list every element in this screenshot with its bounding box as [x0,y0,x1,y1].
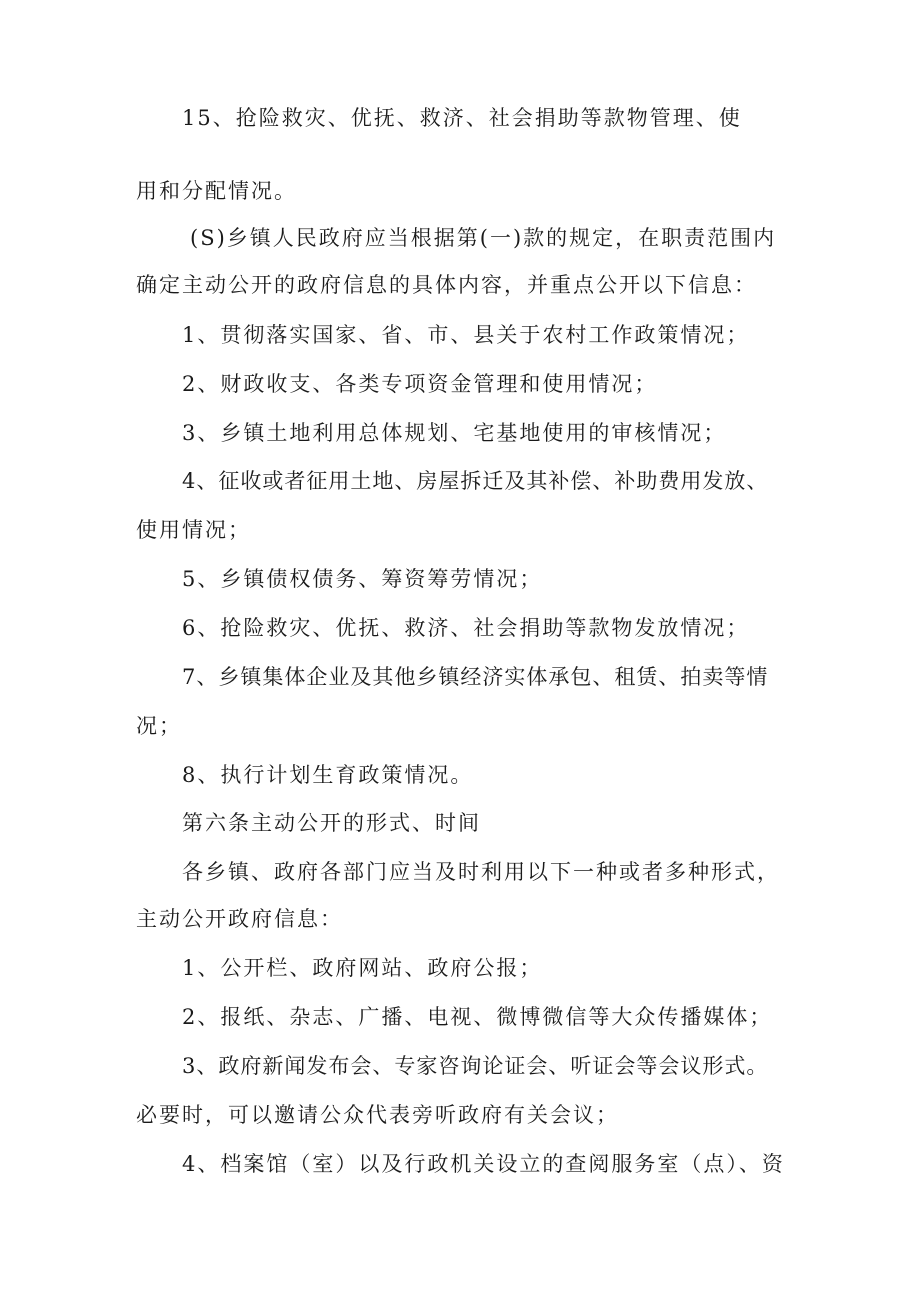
paragraph-line: 3、政府新闻发布会、专家咨询论证会、听证会等会议形式。 [182,1054,769,1078]
paragraph-line: 7、乡镇集体企业及其他乡镇经济实体承包、租赁、拍卖等情 [182,665,769,689]
paragraph-line: 各乡镇、政府各部门应当及时利用以下一种或者多种形式， [182,860,780,884]
paragraph-line: 8、执行计划生育政策情况。 [182,763,474,787]
paragraph-line: 主动公开政府信息： [136,907,343,931]
paragraph-line: 4、档案馆（室）以及行政机关设立的查阅服务室（点）、资 [182,1152,785,1176]
paragraph-line: 4、征收或者征用土地、房屋拆迁及其补偿、补助费用发放、 [182,469,769,493]
paragraph-line: 1、公开栏、政府网站、政府公报； [182,956,543,980]
paragraph-line: 况； [136,714,182,738]
paragraph-line: 必要时，可以邀请公众代表旁听政府有关会议； [136,1103,619,1127]
paragraph-line: 1、贯彻落实国家、省、市、县关于农村工作政策情况； [182,323,750,347]
paragraph-line: 15、抢险救灾、优抚、救济、社会捐助等款物管理、使 [182,106,742,130]
paragraph-line: 用和分配情况。 [136,179,297,203]
paragraph-line: 5、乡镇债权债务、筹资筹劳情况； [182,567,543,591]
paragraph-line: 2、财政收支、各类专项资金管理和使用情况； [182,372,658,396]
paragraph-line: (S)乡镇人民政府应当根据第(一)款的规定，在职责范围内 [190,226,777,250]
section-heading: 第六条主动公开的形式、时间 [182,811,481,835]
paragraph-line: 3、乡镇土地利用总体规划、宅基地使用的审核情况； [182,421,727,445]
paragraph-line: 使用情况； [136,518,251,542]
paragraph-line: 6、抢险救灾、优抚、救济、社会捐助等款物发放情况； [182,616,750,640]
paragraph-line: 2、报纸、杂志、广播、电视、微博微信等大众传播媒体； [182,1005,773,1029]
paragraph-line: 确定主动公开的政府信息的具体内容，并重点公开以下信息： [136,273,757,297]
